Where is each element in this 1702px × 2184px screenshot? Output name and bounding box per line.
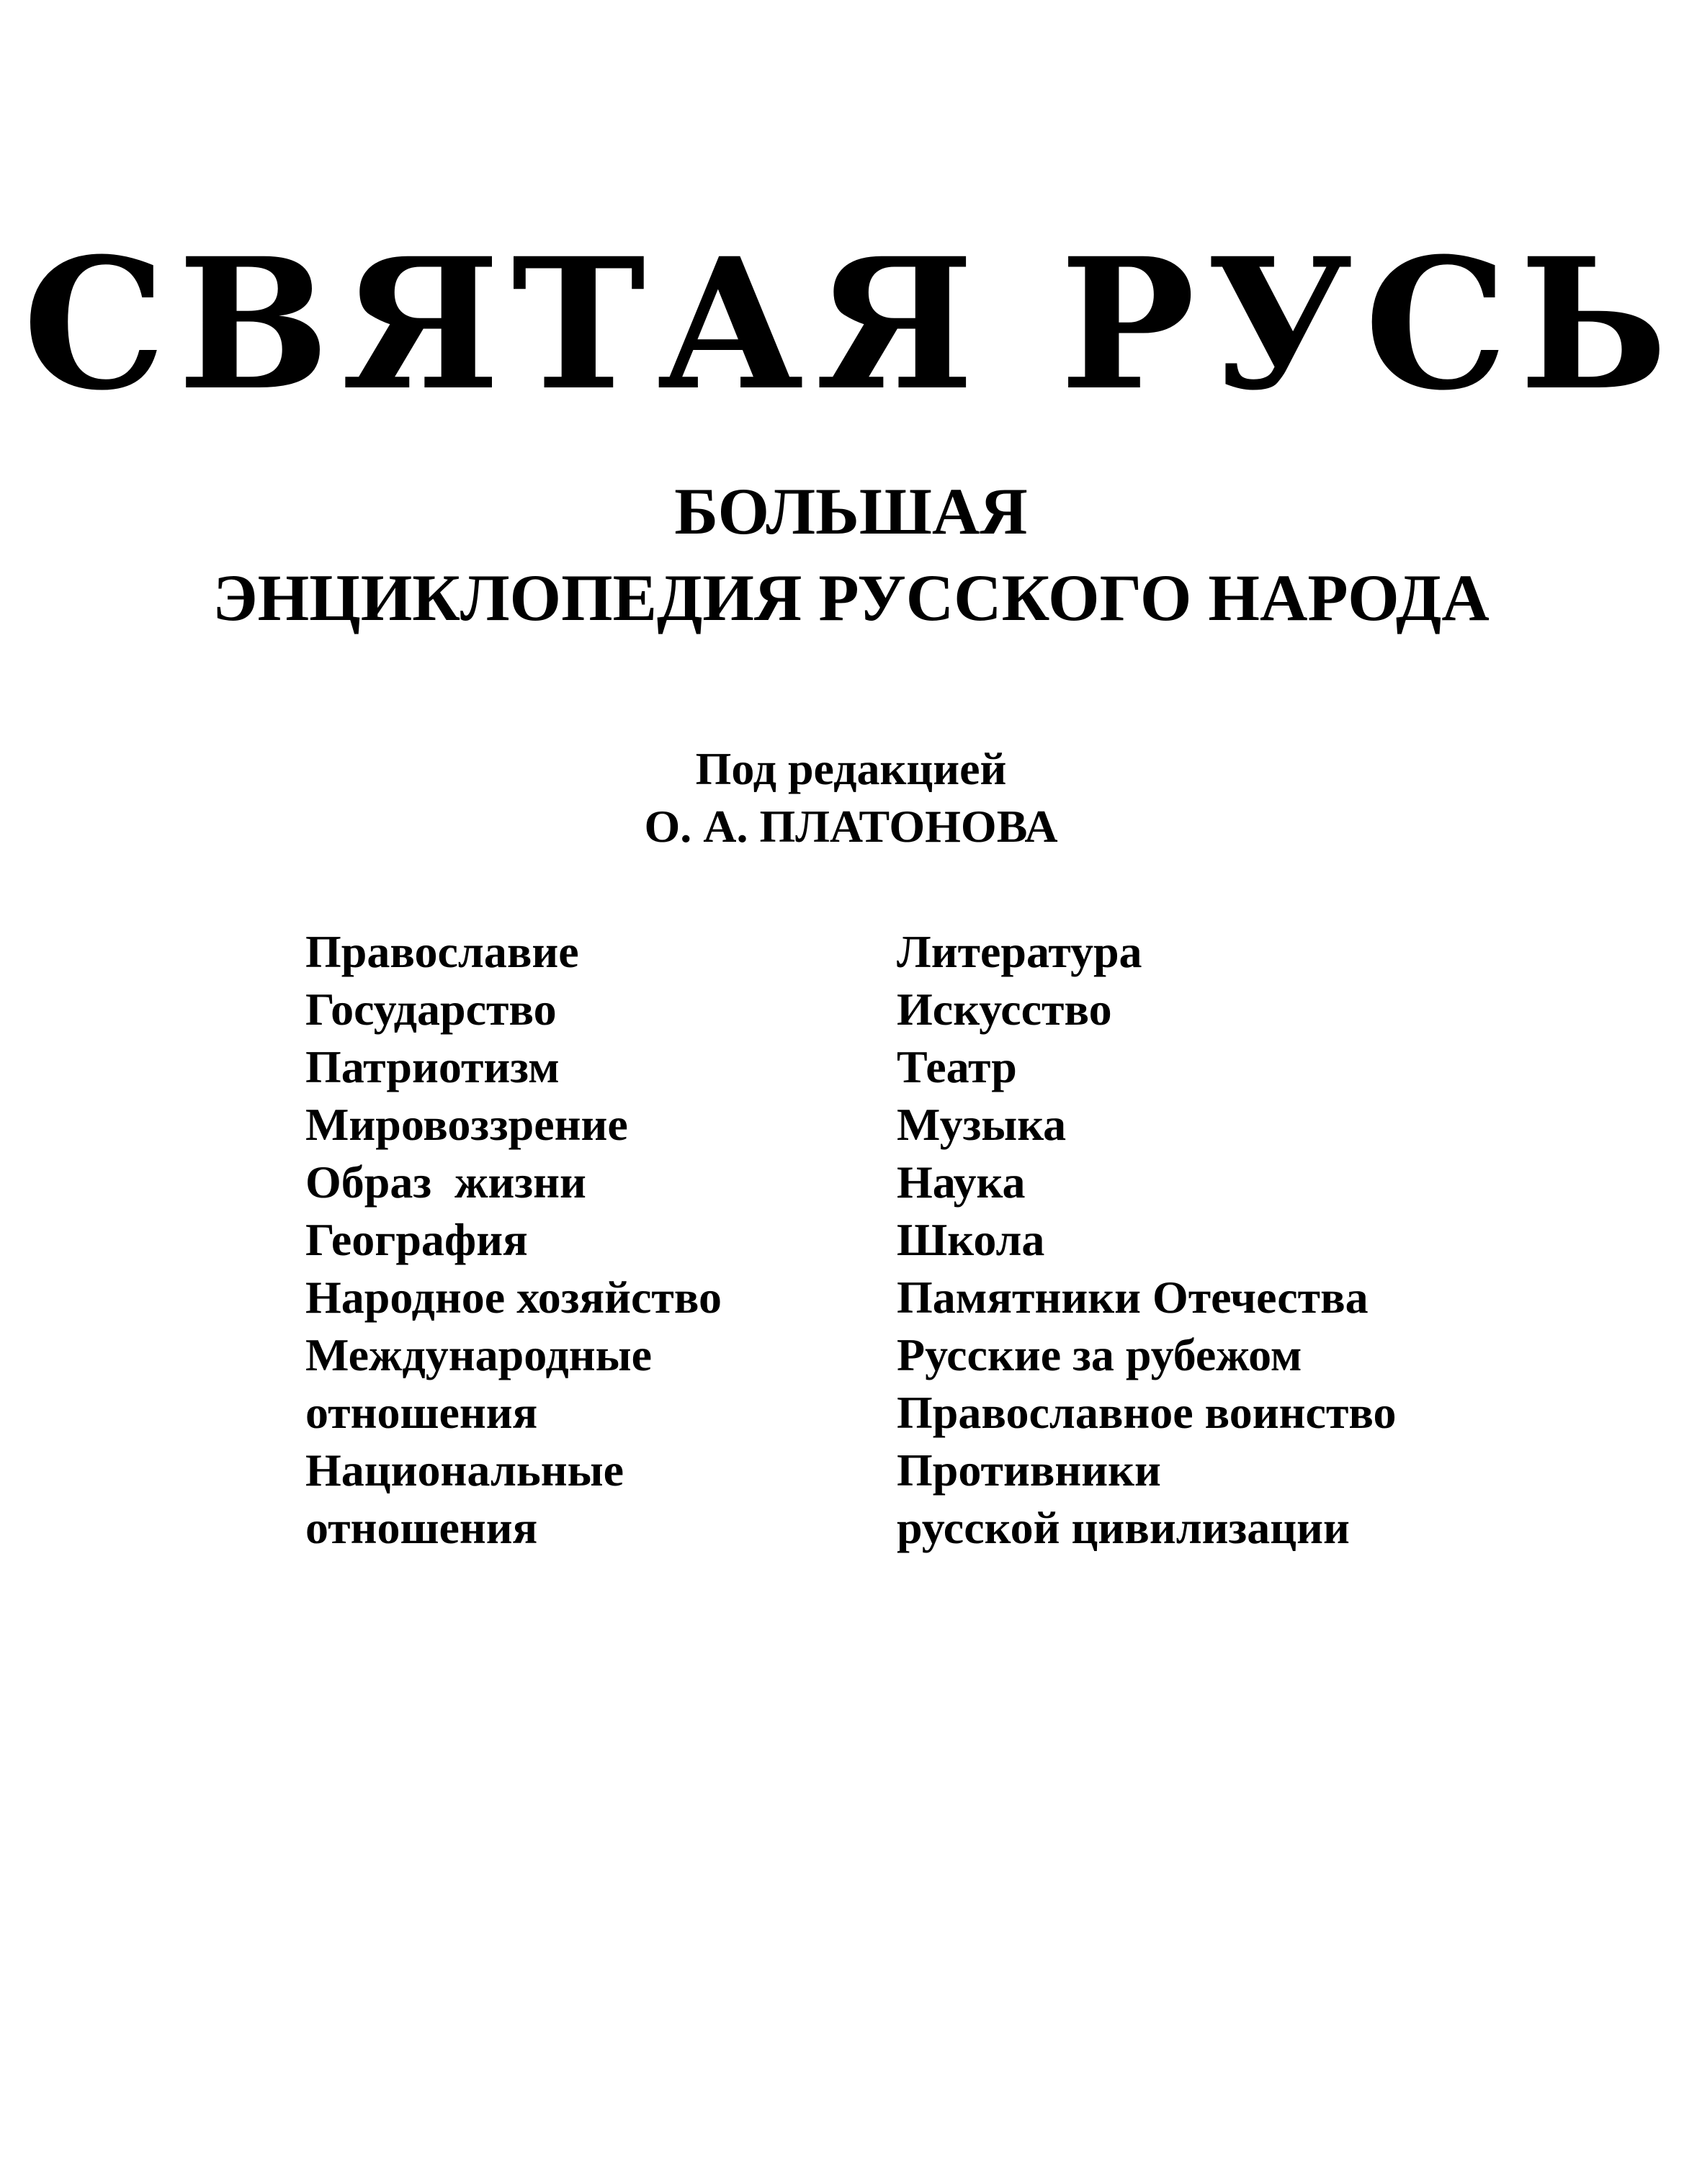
topic-item: Образ жизни	[305, 1156, 586, 1208]
topic-item: Мировоззрение	[305, 1099, 628, 1150]
topics-left-column	[305, 923, 722, 1557]
subtitle-line-1: БОЛЬШАЯ	[674, 475, 1028, 548]
topic-item: Государство	[305, 984, 557, 1035]
topic-item: Православие	[305, 926, 579, 977]
topic-item: География	[305, 1214, 528, 1265]
editor-label: Под редакцией	[695, 743, 1007, 794]
topic-item: Русские за рубежом	[897, 1329, 1302, 1380]
subtitle-line-2: ЭНЦИКЛОПЕДИЯ РУССКОГО НАРОДА	[212, 561, 1490, 634]
topic-item: Национальные	[305, 1444, 624, 1496]
topic-item: отношения	[305, 1502, 538, 1553]
topic-item: Международные	[305, 1329, 652, 1380]
topic-item: Патриотизм	[305, 1041, 560, 1092]
topic-item: Народное хозяйство	[305, 1272, 722, 1323]
topic-item: русской цивилизации	[897, 1502, 1350, 1553]
topic-item: Искусство	[897, 984, 1112, 1035]
topic-item: Театр	[897, 1041, 1017, 1092]
topic-item: Противники	[897, 1444, 1161, 1496]
topic-item: Музыка	[897, 1099, 1067, 1150]
topic-item: Памятники Отечества	[897, 1272, 1369, 1323]
topics-right-column	[897, 923, 1397, 1557]
editor-name: О. А. ПЛАТОНОВА	[644, 801, 1058, 852]
topic-item: Наука	[897, 1156, 1026, 1208]
topic-item: отношения	[305, 1387, 538, 1438]
book-title: СВЯТАЯ РУСЬ	[22, 218, 1680, 430]
topic-item: Школа	[897, 1214, 1045, 1265]
topic-item: Литература	[897, 926, 1142, 977]
topic-item: Православное воинство	[897, 1387, 1397, 1438]
